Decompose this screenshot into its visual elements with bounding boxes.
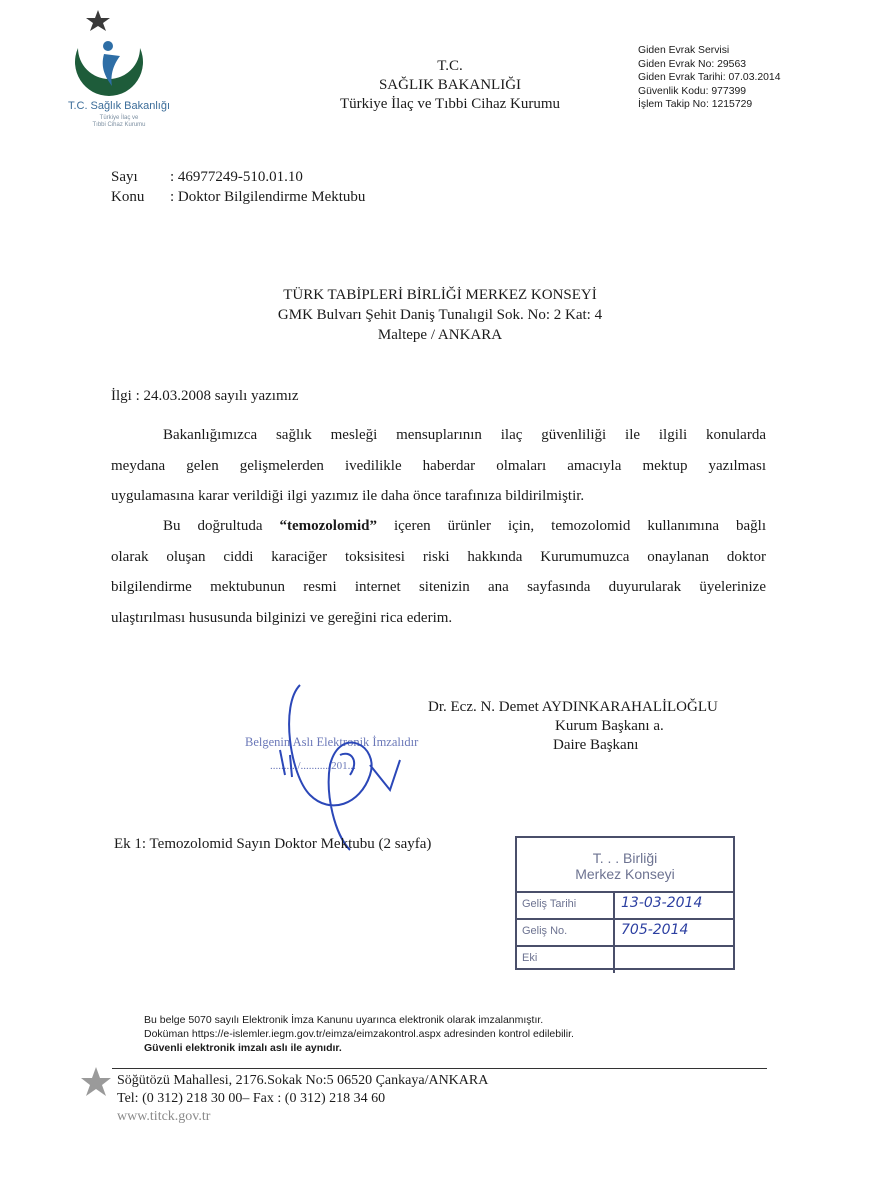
stamp-header: T. . . Birliği Merkez Konseyi: [575, 850, 675, 882]
logo-name: T.C. Sağlık Bakanlığı: [67, 100, 171, 112]
recipient-block: TÜRK TABİPLERİ BİRLİĞİ MERKEZ KONSEYİ GMK Bulvarı Şehit Daniş Tunalıgil Sok. No: 2 Kat: 4 Maltepe / ANKARA: [277, 287, 603, 343]
footer-divider: [112, 1068, 767, 1069]
body-paragraph-2: Bu doğrultuda “temozolomid” içeren ürünler için, temozolomid kullanımına bağlı olarak oluşan ciddi karaciğer toksisitesi riski hakkında Kurumumuzca onaylanan doktor bilgilendirme mektubunun resmi internet sitenizin ana sayfasında duyurularak üyelerinize ulaştırılması hususunda bilginizi ve gereğini rica ederim.: [111, 518, 766, 626]
signer-block: [428, 698, 718, 755]
drug-name: “temozolomid”: [279, 518, 377, 534]
original-signed-date: ........../........../201...: [270, 760, 356, 772]
header-ministry: SAĞLIK BAKANLIĞI: [378, 77, 522, 93]
stamp-row-eki: Eki: [517, 945, 733, 973]
footer-website[interactable]: www.titck.gov.tr: [117, 1109, 211, 1124]
konu-value: : Doktor Bilgilendirme Mektubu: [170, 189, 366, 205]
signer-title-1: Kurum Başkanı a.: [555, 718, 664, 734]
stamp-row-number: Geliş No. 705-2014: [517, 918, 733, 946]
konu-label: Konu: [111, 189, 145, 205]
incoming-stamp: [515, 836, 735, 970]
footer-phone: Tel: (0 312) 218 30 00– Fax : (0 312) 218 34 60: [117, 1091, 386, 1106]
e-signature-notice: Bu belge 5070 sayılı Elektronik İmza Kanunu uyarınca elektronik olarak imzalanmıştır. Doküman https://e-islemler.iegm.gov.tr/eimza/eimzakontrol.aspx adresinden kontrol edilebilir. Güvenli elektronik imzalı aslı ile aynıdır.: [144, 1014, 574, 1054]
footer-address: Söğütözü Mahallesi, 2176.Sokak No:5 06520 Çankaya/ANKARA: [117, 1073, 489, 1088]
footer-star-icon: [80, 1066, 112, 1098]
header-agency: Türkiye İlaç ve Tıbbi Cihaz Kurumu: [339, 96, 561, 112]
signer-name: Dr. Ecz. N. Demet AYDINKARAHALİLOĞLU: [428, 699, 718, 715]
sayi-label: Sayı: [111, 169, 138, 185]
footer-contact: [117, 1072, 488, 1126]
logo-star-icon: [86, 10, 110, 31]
sayi-value: : 46977249-510.01.10: [170, 169, 303, 185]
signer-title-2: Daire Başkanı: [553, 737, 639, 753]
reference-line: İlgi : 24.03.2008 sayılı yazımız: [111, 388, 299, 404]
header-tc: T.C.: [437, 58, 463, 74]
outgoing-document-info: Giden Evrak Servisi Giden Evrak No: 29563 Giden Evrak Tarihi: 07.03.2014 Güvenlik Kodu: 977399 İşlem Takip No: 1215729: [638, 45, 781, 110]
stamp-row-date: Geliş Tarihi 13-03-2014: [517, 891, 733, 919]
body-paragraph-1: Bakanlığımızca sağlık mesleği mensuplarının ilaç güvenliliği ile ilgili konularda meydana gelen gelişmelerden ivedilikle haberdar olmaları amacıyla mektup yazılması uygulamasına karar verildiği ilgi yazımız ile daha önce tarafınıza bildirilmiştir.: [111, 427, 766, 504]
original-signed-stamp: Belgenin Aslı Elektronik İmzalıdır: [245, 735, 419, 749]
logo-subtitle: Türkiye İlaç ve Tıbbi Cihaz Kurumu: [92, 115, 146, 128]
attachment-line: Ek 1: Temozolomid Sayın Doktor Mektubu (2 sayfa): [114, 836, 432, 852]
document-header: [300, 57, 600, 114]
